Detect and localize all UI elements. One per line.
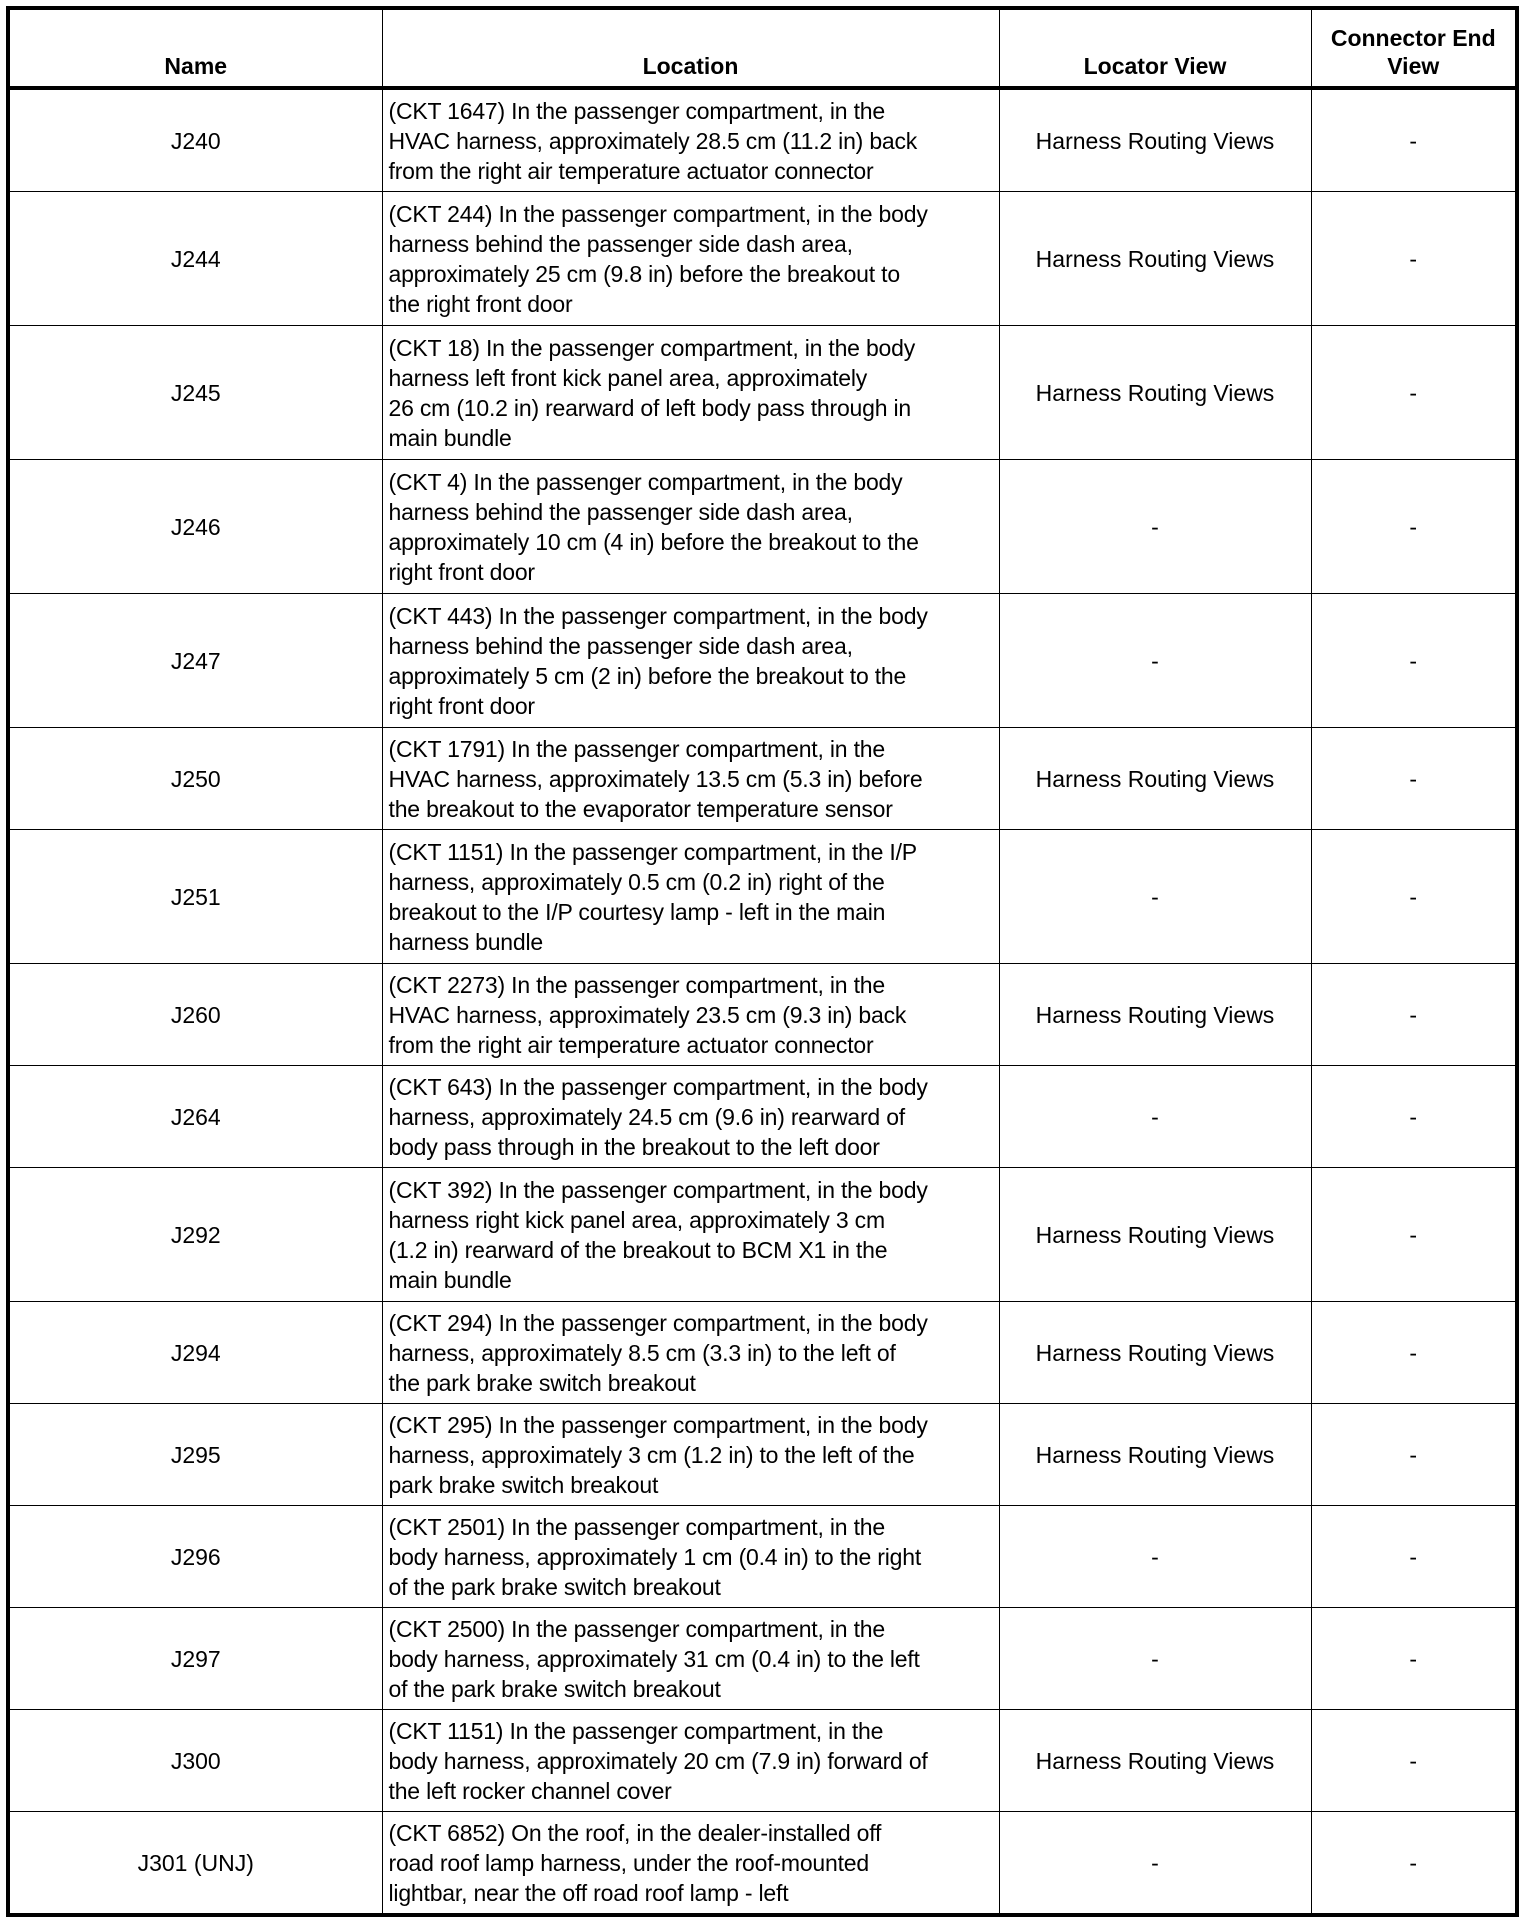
cell-locator-view: Harness Routing Views <box>999 1710 1311 1812</box>
cell-locator-view: Harness Routing Views <box>999 728 1311 830</box>
cell-location: (CKT 2501) In the passenger compartment, in the body harness, approximately 1 cm (0.4 in) to the right of the park brake switch breakout <box>382 1506 999 1608</box>
cell-locator-view: - <box>999 1066 1311 1168</box>
cell-location: (CKT 1151) In the passenger compartment, in the I/P harness, approximately 0.5 cm (0.2 in) right of the breakout to the I/P courtesy lamp - left in the main harness bundle <box>382 830 999 964</box>
cell-location: (CKT 1791) In the passenger compartment, in the HVAC harness, approximately 13.5 cm (5.3 in) before the breakout to the evaporator temperature sensor <box>382 728 999 830</box>
table-row <box>8 1710 1517 1812</box>
cell-name: J300 <box>8 1710 382 1812</box>
cell-name: J297 <box>8 1608 382 1710</box>
table-row <box>8 1608 1517 1710</box>
table-row <box>8 728 1517 830</box>
cell-location: (CKT 1647) In the passenger compartment, in the HVAC harness, approximately 28.5 cm (11.2 in) back from the right air temperature actuator connector <box>382 88 999 192</box>
splice-location-table <box>6 6 1519 1917</box>
cell-location: (CKT 6852) On the roof, in the dealer-installed off road roof lamp harness, under the roof-mounted lightbar, near the off road roof lamp - left <box>382 1812 999 1916</box>
cell-name: J246 <box>8 460 382 594</box>
cell-name: J296 <box>8 1506 382 1608</box>
cell-locator-view: - <box>999 1506 1311 1608</box>
header-name: Name <box>8 8 382 88</box>
cell-name: J240 <box>8 88 382 192</box>
table-row <box>8 192 1517 326</box>
cell-connector-end-view: - <box>1311 1404 1517 1506</box>
cell-connector-end-view: - <box>1311 88 1517 192</box>
cell-name: J260 <box>8 964 382 1066</box>
cell-locator-view: Harness Routing Views <box>999 192 1311 326</box>
cell-locator-view: Harness Routing Views <box>999 88 1311 192</box>
cell-connector-end-view: - <box>1311 1066 1517 1168</box>
cell-location: (CKT 18) In the passenger compartment, in the body harness left front kick panel area, approximately 26 cm (10.2 in) rearward of left body pass through in main bundle <box>382 326 999 460</box>
table-row <box>8 1066 1517 1168</box>
cell-name: J301 (UNJ) <box>8 1812 382 1916</box>
cell-locator-view: - <box>999 1608 1311 1710</box>
cell-connector-end-view: - <box>1311 460 1517 594</box>
table-row <box>8 1168 1517 1302</box>
cell-locator-view: Harness Routing Views <box>999 1404 1311 1506</box>
cell-locator-view: - <box>999 1812 1311 1916</box>
cell-location: (CKT 2273) In the passenger compartment, in the HVAC harness, approximately 23.5 cm (9.3 in) back from the right air temperature actuator connector <box>382 964 999 1066</box>
table-row <box>8 1302 1517 1404</box>
cell-connector-end-view: - <box>1311 964 1517 1066</box>
table-row <box>8 964 1517 1066</box>
table-row <box>8 830 1517 964</box>
cell-connector-end-view: - <box>1311 1812 1517 1916</box>
cell-connector-end-view: - <box>1311 192 1517 326</box>
cell-name: J250 <box>8 728 382 830</box>
table-row <box>8 88 1517 192</box>
header-row <box>8 8 1517 88</box>
cell-locator-view: - <box>999 460 1311 594</box>
cell-connector-end-view: - <box>1311 1302 1517 1404</box>
cell-connector-end-view: - <box>1311 728 1517 830</box>
cell-locator-view: Harness Routing Views <box>999 326 1311 460</box>
cell-location: (CKT 2500) In the passenger compartment, in the body harness, approximately 31 cm (0.4 in) to the left of the park brake switch breakout <box>382 1608 999 1710</box>
cell-locator-view: Harness Routing Views <box>999 1302 1311 1404</box>
cell-location: (CKT 294) In the passenger compartment, in the body harness, approximately 8.5 cm (3.3 in) to the left of the park brake switch breakout <box>382 1302 999 1404</box>
header-location: Location <box>382 8 999 88</box>
table-body <box>8 88 1517 1915</box>
cell-name: J294 <box>8 1302 382 1404</box>
cell-name: J264 <box>8 1066 382 1168</box>
cell-locator-view: Harness Routing Views <box>999 1168 1311 1302</box>
cell-connector-end-view: - <box>1311 1608 1517 1710</box>
cell-connector-end-view: - <box>1311 1168 1517 1302</box>
cell-name: J292 <box>8 1168 382 1302</box>
cell-connector-end-view: - <box>1311 830 1517 964</box>
cell-name: J244 <box>8 192 382 326</box>
header-locator-view: Locator View <box>999 8 1311 88</box>
cell-name: J251 <box>8 830 382 964</box>
cell-location: (CKT 244) In the passenger compartment, in the body harness behind the passenger side dash area, approximately 25 cm (9.8 in) before the breakout to the right front door <box>382 192 999 326</box>
cell-connector-end-view: - <box>1311 1506 1517 1608</box>
cell-location: (CKT 295) In the passenger compartment, in the body harness, approximately 3 cm (1.2 in) to the left of the park brake switch breakout <box>382 1404 999 1506</box>
table-row <box>8 594 1517 728</box>
table-row <box>8 460 1517 594</box>
header-connector-end-view: Connector End View <box>1311 8 1517 88</box>
cell-connector-end-view: - <box>1311 594 1517 728</box>
cell-location: (CKT 1151) In the passenger compartment, in the body harness, approximately 20 cm (7.9 in) forward of the left rocker channel cover <box>382 1710 999 1812</box>
table-row <box>8 326 1517 460</box>
cell-location: (CKT 443) In the passenger compartment, in the body harness behind the passenger side dash area, approximately 5 cm (2 in) before the breakout to the right front door <box>382 594 999 728</box>
cell-connector-end-view: - <box>1311 1710 1517 1812</box>
cell-location: (CKT 392) In the passenger compartment, in the body harness right kick panel area, approximately 3 cm (1.2 in) rearward of the breakout to BCM X1 in the main bundle <box>382 1168 999 1302</box>
cell-locator-view: - <box>999 830 1311 964</box>
cell-connector-end-view: - <box>1311 326 1517 460</box>
cell-name: J245 <box>8 326 382 460</box>
table-row <box>8 1812 1517 1916</box>
cell-location: (CKT 643) In the passenger compartment, in the body harness, approximately 24.5 cm (9.6 in) rearward of body pass through in the breakout to the left door <box>382 1066 999 1168</box>
cell-location: (CKT 4) In the passenger compartment, in the body harness behind the passenger side dash area, approximately 10 cm (4 in) before the breakout to the right front door <box>382 460 999 594</box>
cell-name: J295 <box>8 1404 382 1506</box>
cell-locator-view: - <box>999 594 1311 728</box>
cell-locator-view: Harness Routing Views <box>999 964 1311 1066</box>
table-row <box>8 1506 1517 1608</box>
cell-name: J247 <box>8 594 382 728</box>
table-row <box>8 1404 1517 1506</box>
